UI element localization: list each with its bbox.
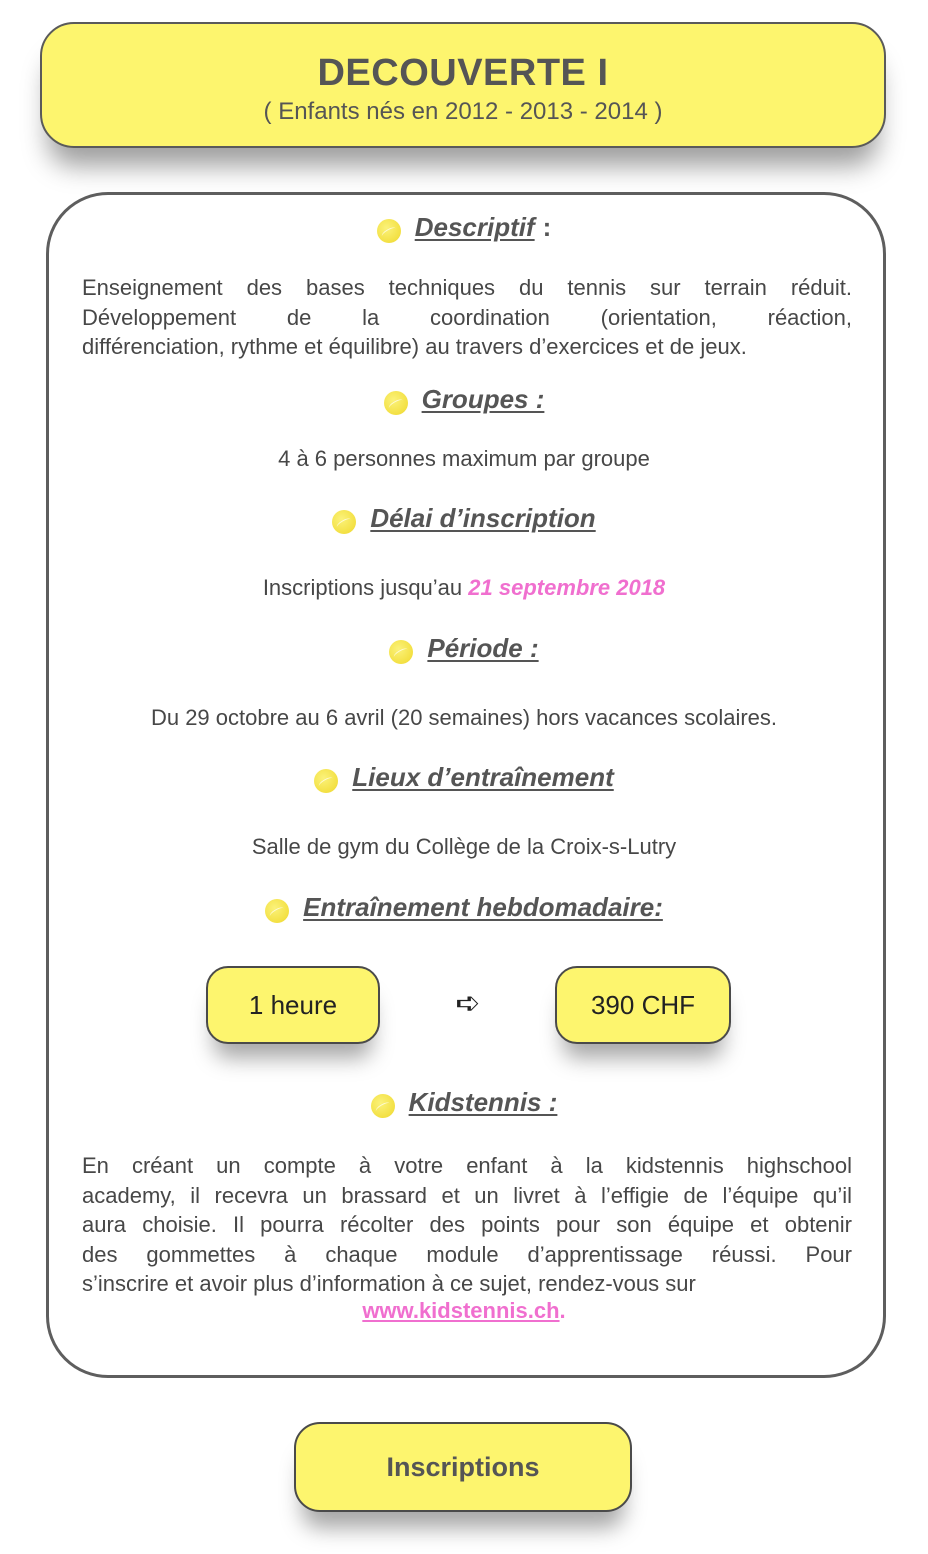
- section-title-groupes: Groupes :: [0, 384, 928, 415]
- descriptif-text: Enseignement des bases techniques du tennis sur terrain réduit. Développement de la coordination (orientation, réaction, différenciation, rythme et équilibre) au travers d’exercices et de jeux.: [82, 275, 852, 359]
- tennis-ball-icon: [314, 769, 338, 793]
- inscriptions-button[interactable]: Inscriptions: [294, 1422, 632, 1512]
- header-banner: [40, 22, 886, 148]
- kidstennis-text: En créant un compte à votre enfant à la kidstennis highschool academy, il recevra un brassard et un livret à l’effigie de l’équipe qu’il aura choisie. Il pourra récolter des points pour son équipe et obtenir des gommettes à chaque module d’apprentissage réussi. Pour s’inscrire et avoir plus d’information à ce sujet, rendez-vous sur: [82, 1153, 852, 1296]
- price-box: 390 CHF: [555, 966, 731, 1044]
- tennis-ball-icon: [384, 391, 408, 415]
- tennis-ball-icon: [265, 899, 289, 923]
- deadline-date: 21 septembre 2018: [468, 575, 666, 600]
- tennis-ball-icon: [377, 219, 401, 243]
- section-title-descriptif: Descriptif :: [0, 212, 928, 243]
- kidstennis-link-line: www.kidstennis.ch.: [362, 1298, 566, 1323]
- periode-text: Du 29 octobre au 6 avril (20 semaines) hors vacances scolaires.: [150, 705, 778, 730]
- arrow-right-icon: ➪: [455, 987, 481, 1020]
- tennis-ball-icon: [371, 1094, 395, 1118]
- section-title-delai: Délai d’inscription: [0, 503, 928, 534]
- tennis-ball-icon: [389, 640, 413, 664]
- page-title: DECOUVERTE I: [317, 52, 609, 94]
- section-title-periode: Période :: [0, 633, 928, 664]
- tennis-ball-icon: [332, 510, 356, 534]
- section-title-kidstennis: Kidstennis :: [0, 1087, 928, 1118]
- delai-text: Inscriptions jusqu’au 21 septembre 2018: [262, 575, 666, 600]
- page-subtitle: ( Enfants nés en 2012 - 2013 - 2014 ): [263, 98, 663, 125]
- lieux-text: Salle de gym du Collège de la Croix-s-Lutry: [251, 834, 677, 859]
- groupes-text: 4 à 6 personnes maximum par groupe: [278, 446, 650, 471]
- section-title-lieux: Lieux d’entraînement: [0, 762, 928, 793]
- section-title-entrainement: Entraînement hebdomadaire:: [0, 892, 928, 923]
- kidstennis-link[interactable]: www.kidstennis.ch: [362, 1298, 560, 1323]
- duration-box: 1 heure: [206, 966, 380, 1044]
